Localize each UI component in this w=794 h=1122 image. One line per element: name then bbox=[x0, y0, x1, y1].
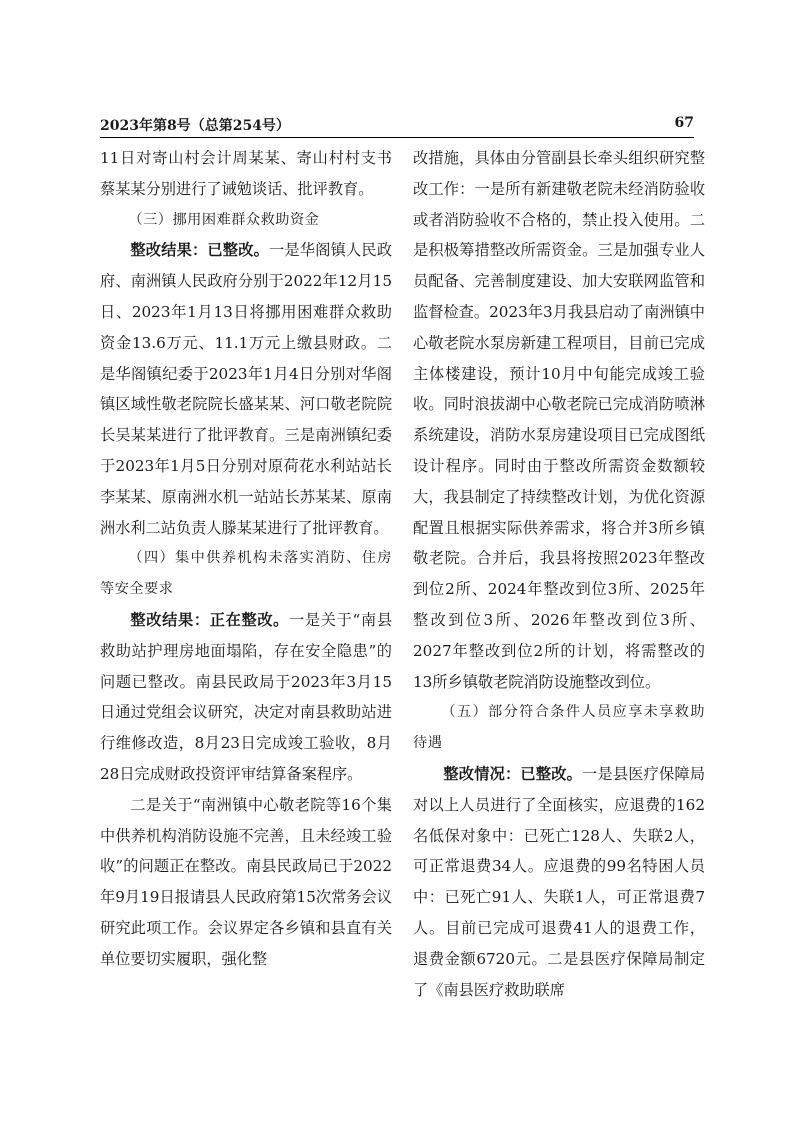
result-lead: 整改情况：已整改。 bbox=[443, 764, 583, 783]
paragraph bbox=[413, 759, 705, 1005]
section-heading-5: （五）部分符合条件人员应享未享救助待遇 bbox=[413, 704, 705, 752]
paragraph bbox=[100, 605, 392, 790]
right-column bbox=[413, 143, 705, 1005]
page-number: 67 bbox=[674, 115, 694, 131]
result-lead: 整改结果：正在整改。 bbox=[130, 610, 290, 629]
result-lead: 整改结果：已整改。 bbox=[130, 241, 270, 260]
issue-label: 2023年第8号（总第254号） bbox=[100, 118, 290, 134]
paragraph: 11日对寄山村会计周某某、寄山村村支书蔡某某分别进行了诫勉谈话、批评教育。 bbox=[100, 149, 392, 198]
section-heading-4: （四）集中供养机构未落实消防、住房等安全要求 bbox=[100, 550, 392, 598]
paragraph: 二是关于“南洲镇中心敬老院等16个集中供养机构消防设施不完善，且未经竣工验收”的问题正在整改。南县民政局已于2022年9月19日报请县人民政府第15次常务会议研究此项工作。会议界定各乡镇和县直有关单位要切实履职，强化整 bbox=[100, 795, 392, 968]
paragraph-text: 一是华阁镇人民政府、南洲镇人民政府分别于2022年12月15日、2023年1月13日将挪用困难群众救助资金13.6万元、11.1万元上缴县财政。二是华阁镇纪委于2023年1月4日分别对华阁镇区域性敬老院院长盛某某、河口敬老院院长吴某某进行了批评教育。三是南洲镇纪委于2023年1月5日分别对原荷花水利站站长李某某、原南洲水机一站站长苏某某、原南洲水利二站负责人滕某某进行了批评教育。 bbox=[100, 241, 393, 537]
paragraph-text: 一是关于“南县救助站护理房地面塌陷，存在安全隐患”的问题已整改。南县民政局于2023年3月15日通过党组会议研究，决定对南县救助站进行维修改造，8月23日完成竣工验收，8月28日完成财政投资评审结算备案程序。 bbox=[100, 610, 393, 783]
paragraph bbox=[100, 235, 392, 543]
section-heading-3: （三）挪用困难群众救助资金 bbox=[128, 211, 320, 228]
page-header bbox=[100, 115, 694, 138]
left-column bbox=[100, 143, 392, 975]
paragraph-text: 一是县医疗保障局对以上人员进行了全面核实，应退费的162名低保对象中：已死亡128人、失联2人，可正常退费34人。应退费的99名特困人员中：已死亡91人、失联1人，可正常退费7人。目前已完成可退费41人的退费工作，退费金额6720元。二是县医疗保障局制定了《南县医疗救助联席 bbox=[413, 764, 706, 999]
paragraph: 改措施，具体由分管副县长牵头组织研究整改工作：一是所有新建敬老院未经消防验收或者消防验收不合格的，禁止投入使用。二是积极筹措整改所需资金。三是加强专业人员配备、完善制度建设、加大安联网监管和监督检查。2023年3月我县启动了南洲镇中心敬老院水泵房新建工程项目，目前已完成主体楼建设，预计10月中旬能完成竣工验收。同时浪拔湖中心敬老院已完成消防喷淋系统建设，消防水泵房建设项目已完成图纸设计程序。同时由于整改所需资金数额较大，我县制定了持续整改计划，为优化资源配置且根据实际供养需求，将合并3所乡镇敬老院。合并后，我县将按照2023年整改到位2所、2024年整改到位3所、2025年整改到位3所、2026年整改到位3所、2027年整改到位2所的计划，将需整改的13所乡镇敬老院消防设施整改到位。 bbox=[413, 149, 705, 691]
